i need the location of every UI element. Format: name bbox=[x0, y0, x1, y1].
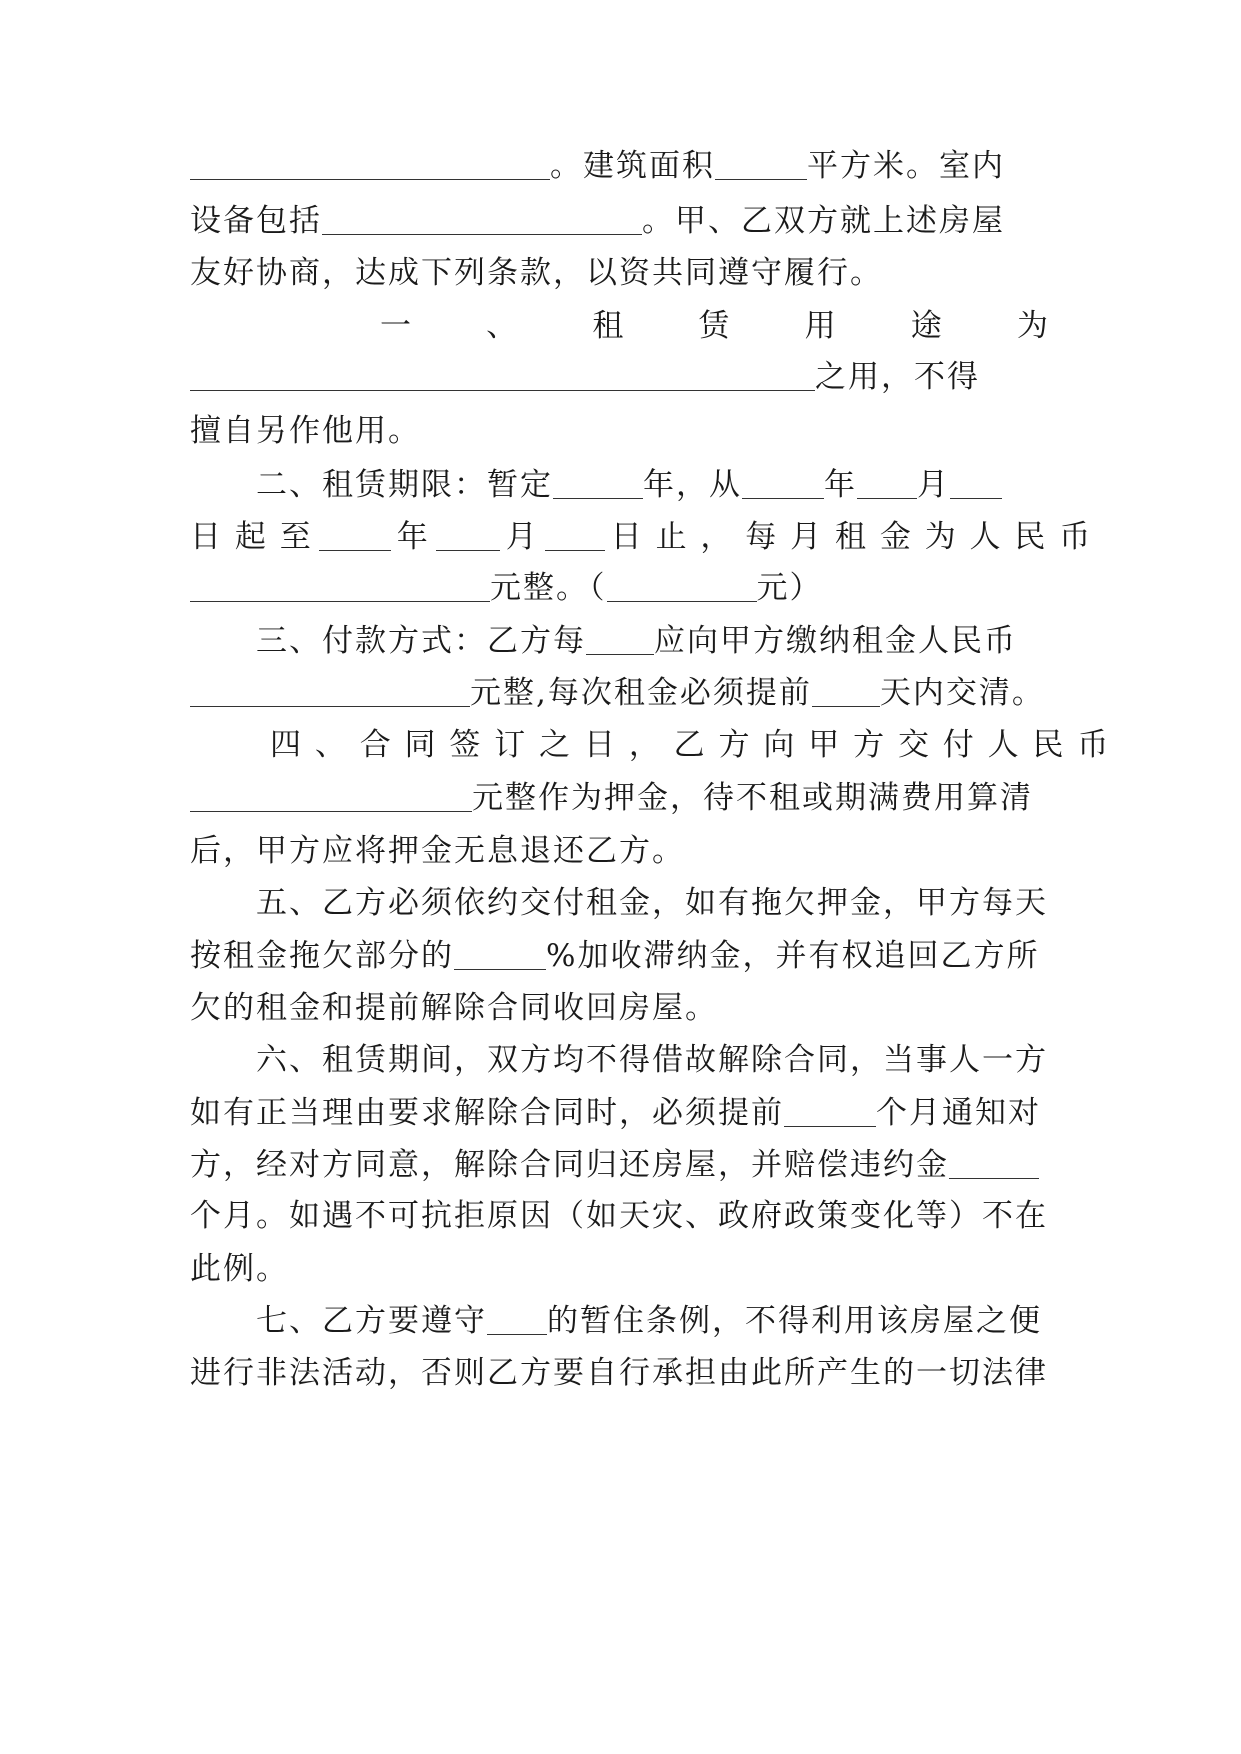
fill-blank bbox=[742, 468, 824, 499]
fill-blank bbox=[586, 624, 654, 655]
text-segment: 日 起 至 bbox=[190, 519, 313, 555]
text-line bbox=[190, 775, 1050, 821]
fill-blank bbox=[190, 571, 490, 602]
text-line bbox=[190, 462, 1050, 508]
text-line bbox=[190, 1142, 1050, 1188]
text-segment: 平方米。室内 bbox=[807, 148, 1005, 184]
text-line bbox=[190, 1298, 1050, 1344]
text-segment: 元整作为押金，待不租或期满费用算清 bbox=[472, 780, 1033, 816]
text-segment: %加收滞纳金，并有权追回乙方所 bbox=[546, 938, 1040, 974]
text-segment: 年，从 bbox=[643, 467, 742, 503]
fill-blank bbox=[553, 468, 643, 499]
spread-char: 用 bbox=[804, 308, 838, 344]
text-segment: 二、租赁期限：暂定 bbox=[256, 467, 553, 503]
text-line: 五、乙方必须依约交付租金，如有拖欠押金，甲方每天 bbox=[256, 885, 1048, 921]
text-segment: 年 bbox=[396, 519, 430, 555]
text-segment: 天内交清。 bbox=[879, 675, 1045, 711]
text-line: 欠的租金和提前解除合同收回房屋。 bbox=[190, 990, 718, 1026]
text-segment: 三、付款方式：乙方每 bbox=[256, 623, 586, 659]
text-line bbox=[190, 198, 1050, 244]
fill-blank bbox=[949, 1148, 1039, 1179]
text-line: 四 、 合 同 签 订 之 日 ， 乙 方 向 甲 方 交 付 人 民 币 bbox=[270, 727, 1111, 763]
fill-blank bbox=[857, 468, 917, 499]
fill-blank bbox=[322, 204, 642, 235]
text-line: 个月。如遇不可抗拒原因（如天灾、政府政策变化等）不在 bbox=[190, 1198, 1048, 1234]
text-segment: 如有正当理由要求解除合同时，必须提前 bbox=[190, 1095, 784, 1131]
spread-char: 赁 bbox=[698, 308, 732, 344]
fill-blank bbox=[607, 571, 757, 602]
text-line bbox=[190, 565, 1050, 611]
fill-blank bbox=[784, 1096, 876, 1127]
text-segment: 设备包括 bbox=[190, 203, 322, 239]
text-line: 擅自另作他用。 bbox=[190, 413, 421, 449]
text-segment: 。建筑面积 bbox=[550, 148, 715, 184]
text-segment: 日 止 ， 每 月 租 金 为 人 民 币 bbox=[610, 519, 1093, 555]
text-line bbox=[190, 1090, 1050, 1136]
text-line bbox=[190, 514, 1093, 560]
fill-blank bbox=[190, 781, 472, 812]
text-segment: 年 bbox=[824, 467, 857, 503]
text-line bbox=[380, 303, 1050, 349]
fill-blank bbox=[436, 520, 500, 551]
text-segment: 方，经对方同意，解除合同归还房屋，并赔偿违约金 bbox=[190, 1147, 949, 1183]
text-segment: 元整。（ bbox=[490, 570, 607, 606]
text-line bbox=[190, 670, 1050, 716]
spread-char: 一 bbox=[380, 308, 413, 344]
text-line: 此例。 bbox=[190, 1251, 289, 1287]
fill-blank bbox=[190, 676, 470, 707]
text-segment: 元） bbox=[756, 570, 823, 606]
fill-blank bbox=[190, 149, 550, 180]
fill-blank bbox=[545, 520, 605, 551]
text-line bbox=[190, 354, 1050, 400]
text-segment: 之用，不得 bbox=[815, 359, 980, 395]
text-segment: 应向甲方缴纳租金人民币 bbox=[654, 623, 1017, 659]
text-line: 友好协商，达成下列条款，以资共同遵守履行。 bbox=[190, 255, 883, 291]
text-segment: 按租金拖欠部分的 bbox=[190, 938, 454, 974]
fill-blank bbox=[812, 676, 880, 707]
fill-blank bbox=[715, 149, 807, 180]
text-segment: 的暂住条例，不得利用该房屋之便 bbox=[547, 1303, 1042, 1339]
text-line bbox=[190, 618, 1050, 664]
text-line: 后，甲方应将押金无息退还乙方。 bbox=[190, 833, 685, 869]
text-segment: 个月通知对 bbox=[876, 1095, 1041, 1131]
spread-char: 租 bbox=[592, 308, 626, 344]
fill-blank bbox=[319, 520, 391, 551]
text-line: 六、租赁期间，双方均不得借故解除合同，当事人一方 bbox=[256, 1042, 1048, 1078]
fill-blank bbox=[454, 939, 546, 970]
spread-char: 为 bbox=[1016, 308, 1050, 344]
fill-blank bbox=[950, 468, 1002, 499]
text-line: 进行非法活动，否则乙方要自行承担由此所产生的一切法律 bbox=[190, 1355, 1048, 1391]
text-segment: 月 bbox=[917, 467, 950, 503]
text-line bbox=[190, 143, 1050, 189]
text-segment: 月 bbox=[505, 519, 539, 555]
text-segment: 七、乙方要遵守 bbox=[256, 1303, 487, 1339]
text-line bbox=[190, 933, 1050, 979]
fill-blank bbox=[190, 360, 815, 391]
text-segment: 。甲、乙双方就上述房屋 bbox=[642, 203, 1005, 239]
spread-char: 途 bbox=[910, 308, 944, 344]
text-segment: 元整,每次租金必须提前 bbox=[470, 675, 812, 711]
spread-char: 、 bbox=[486, 308, 520, 344]
fill-blank bbox=[487, 1304, 547, 1335]
